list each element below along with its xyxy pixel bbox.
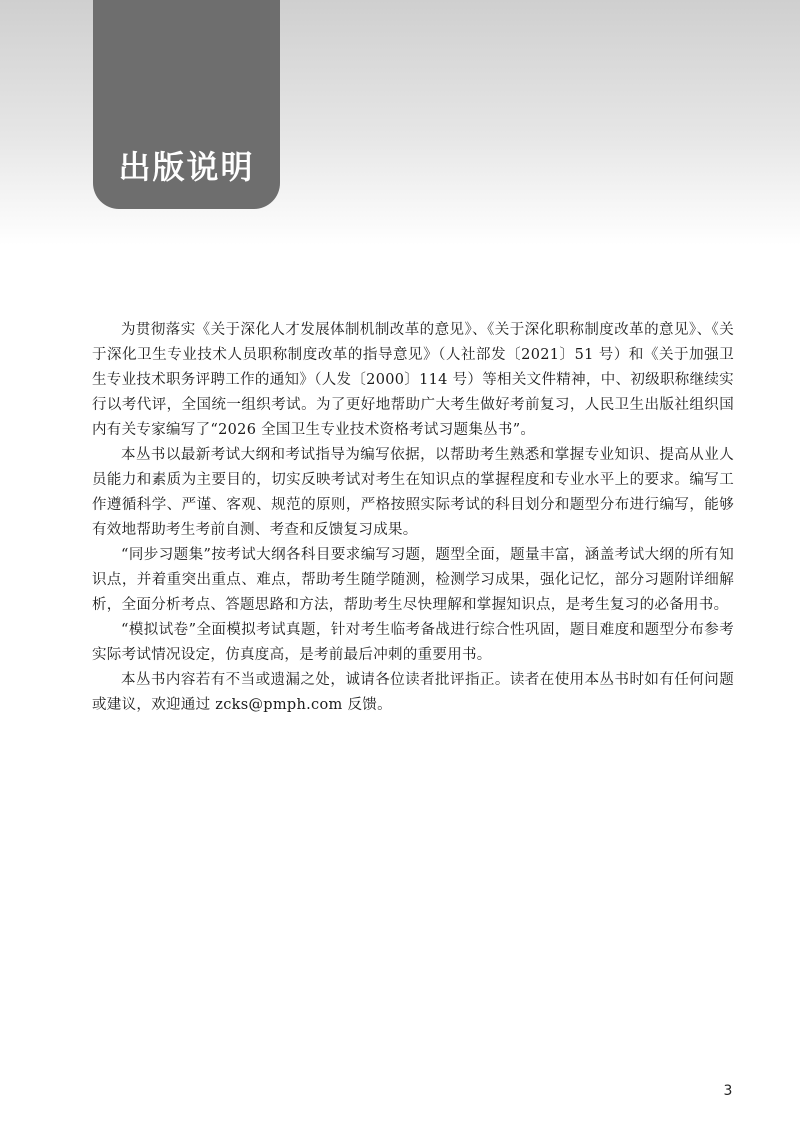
page-title: 出版说明 — [118, 148, 255, 186]
body-text — [92, 318, 734, 718]
paragraph-mock-exams: “模拟试卷”全面模拟考试真题，针对考生临考备战进行综合性巩固，题目难度和题型分布参考实际考试情况设定，仿真度高，是考前最后冲刺的重要用书。 — [92, 622, 734, 663]
paragraph-background: 为贯彻落实《关于深化人才发展体制机制改革的意见》、《关于深化职称制度改革的意见》、《关于深化卫生专业技术人员职称制度改革的指导意见》（人社部发〔2021〕51 号）和《关于加强卫生专业技术职务评聘工作的通知》（人发〔2000〕114 号）等相关文件精神，中、初级职称继续实行以考代评，全国统一组织考试。为了更好地帮助广大考生做好考前复习，人民卫生出版社组织国内有关专家编写了“2026 全国卫生专业技术资格考试习题集丛书”。 — [92, 322, 734, 438]
paragraph-exercise-books: “同步习题集”按考试大纲各科目要求编写习题，题型全面，题量丰富，涵盖考试大纲的所有知识点，并着重突出重点、难点，帮助考生随学随测，检测学习成果，强化记忆，部分习题附详细解析，全面分析考点、答题思路和方法，帮助考生尽快理解和掌握知识点，是考生复习的必备用书。 — [92, 547, 734, 613]
page-number: 3 — [723, 1083, 733, 1099]
paragraph-feedback: 本丛书内容若有不当或遗漏之处，诚请各位读者批评指正。读者在使用本丛书时如有任何问题或建议，欢迎通过 zcks@pmph.com 反馈。 — [92, 672, 734, 713]
section-title-tab — [93, 0, 280, 209]
paragraph-series-purpose: 本丛书以最新考试大纲和考试指导为编写依据，以帮助考生熟悉和掌握专业知识、提高从业人员能力和素质为主要目的，切实反映考试对考生在知识点的掌握程度和专业水平上的要求。编写工作遵循科学、严谨、客观、规范的原则，严格按照实际考试的科目划分和题型分布进行编写，能够有效地帮助考生考前自测、考查和反馈复习成果。 — [92, 447, 734, 538]
